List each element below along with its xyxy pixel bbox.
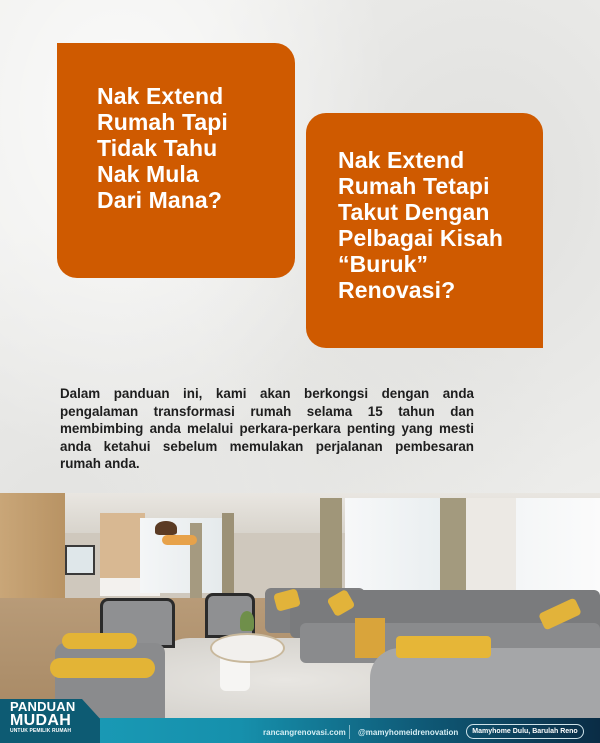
photo-window bbox=[345, 498, 445, 593]
photo-drape bbox=[440, 498, 466, 598]
photo-bolster bbox=[50, 658, 155, 678]
card-1-line: Rumah Tapi bbox=[97, 109, 228, 135]
card-1-line: Tidak Tahu bbox=[97, 135, 218, 161]
card-1-line: Nak Extend bbox=[97, 83, 224, 109]
photo-pendant-lamp bbox=[155, 521, 177, 535]
tagline-badge: Mamyhome Dulu, Barulah Reno bbox=[466, 724, 584, 739]
photo-cushion bbox=[396, 636, 491, 658]
footer-divider bbox=[349, 725, 350, 739]
photo-drape bbox=[320, 498, 342, 593]
brand-line-1: PANDUAN bbox=[10, 699, 76, 714]
photo-window bbox=[65, 545, 95, 575]
card-1-line: Dari Mana? bbox=[97, 187, 222, 213]
card-2-line: Pelbagai Kisah bbox=[338, 225, 504, 251]
photo-wall bbox=[466, 498, 516, 598]
living-room-photo bbox=[0, 493, 600, 743]
brand-subtitle: UNTUK PEMILIK RUMAH bbox=[10, 728, 72, 734]
social-handle[interactable]: @mamyhomeidrenovation bbox=[358, 728, 459, 737]
photo-sheer-curtain bbox=[140, 518, 230, 593]
website-link[interactable]: rancangrenovasi.com bbox=[263, 728, 346, 737]
brand-logo bbox=[10, 701, 75, 735]
photo-plant bbox=[240, 611, 254, 631]
card-1-line: Nak Mula bbox=[97, 161, 199, 187]
card-2-line: Renovasi? bbox=[338, 277, 456, 303]
intro-paragraph: Dalam panduan ini, kami akan berkongsi dengan anda pengalaman transformasi rumah selama 15 tahun dan membimbing anda melalui perkara-perkara penting yang mesti anda ketahui sebelum memulakan perjalanan pembesaran rumah anda. bbox=[60, 386, 474, 472]
photo-coffee-table bbox=[210, 633, 285, 663]
card-2-line: Takut Dengan bbox=[338, 199, 490, 225]
brand-line-2: MUDAH bbox=[10, 712, 72, 729]
photo-side-table bbox=[355, 618, 385, 658]
card-2-line: Rumah Tetapi bbox=[338, 173, 490, 199]
card-2-line: Nak Extend bbox=[338, 147, 465, 173]
photo-bolster bbox=[62, 633, 137, 649]
photo-pendant-lamps bbox=[162, 535, 197, 545]
question-card-1 bbox=[57, 43, 295, 278]
card-2-line: “Buruk” bbox=[338, 251, 429, 277]
question-card-2 bbox=[306, 113, 543, 348]
